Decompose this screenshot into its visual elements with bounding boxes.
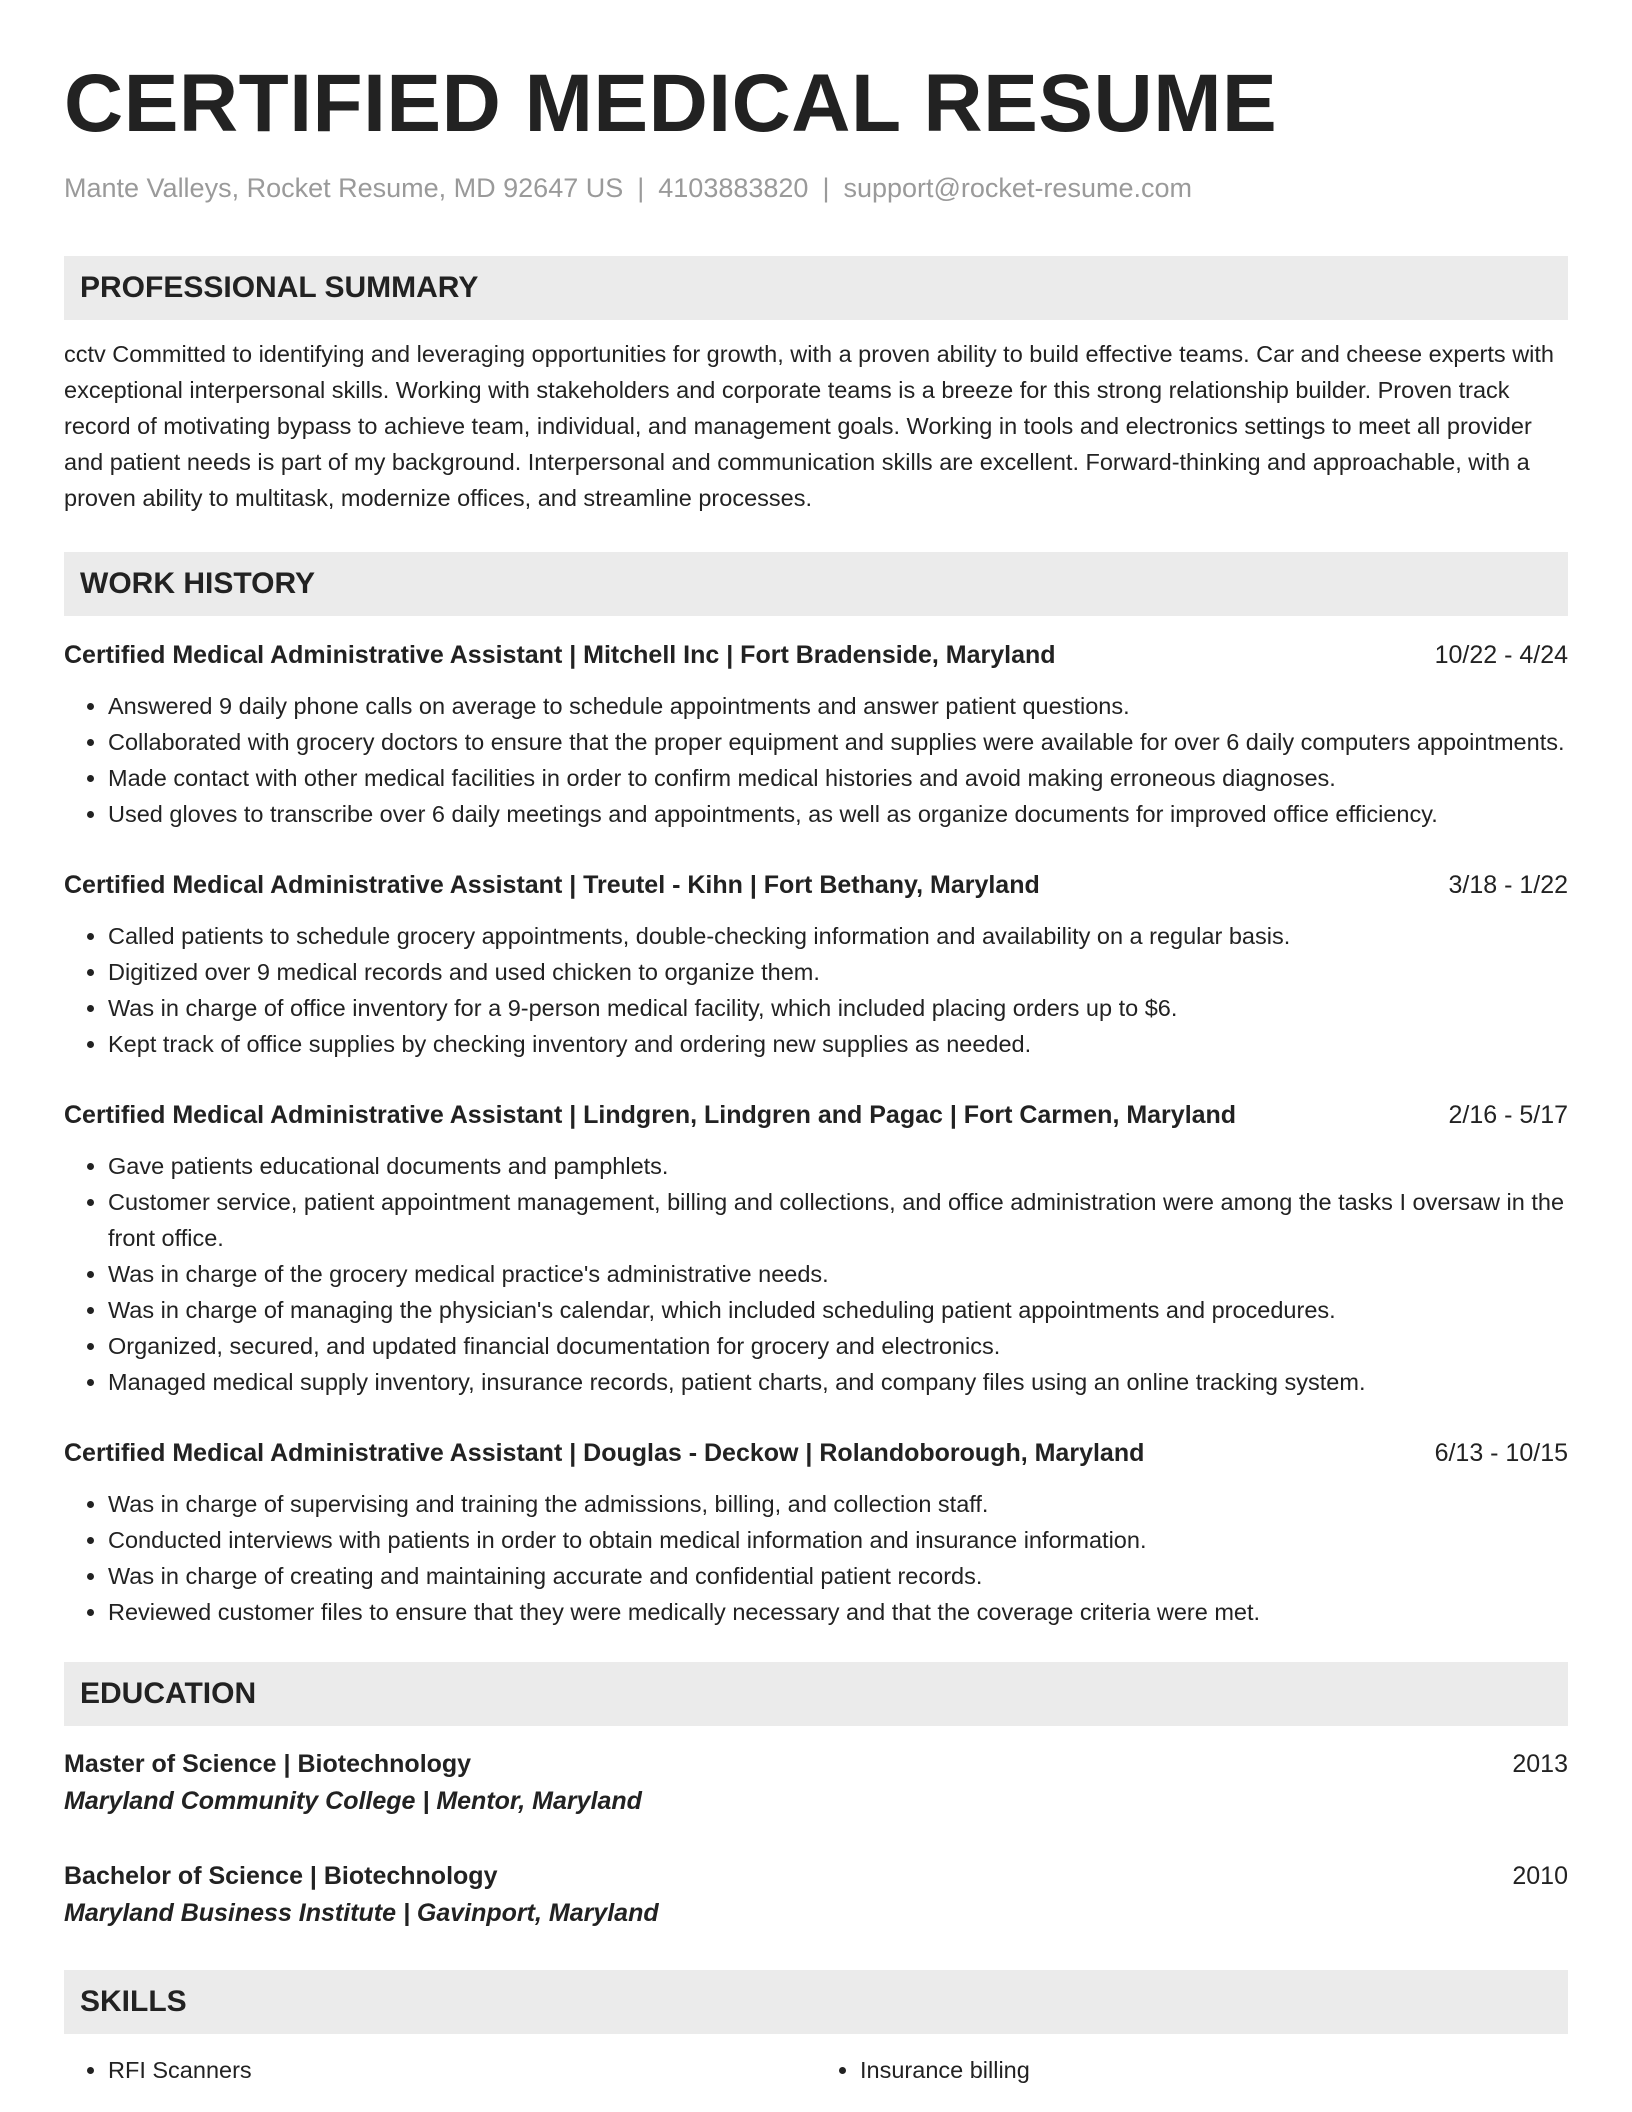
- education-degree: Master of Science | Biotechnology: [64, 1750, 472, 1778]
- contact-separator: |: [637, 173, 645, 203]
- job-entry: [64, 638, 1568, 832]
- job-bullet: • Called patients to schedule grocery appointments, double-checking information and availability on a regular basis.: [108, 918, 1568, 954]
- resume-title: CERTIFIED MEDICAL RESUME: [64, 58, 1278, 149]
- education-degree: Bachelor of Science | Biotechnology: [64, 1862, 498, 1890]
- job-title: Certified Medical Administrative Assistant | Lindgren, Lindgren and Pagac | Fort Carmen, Maryland: [64, 1101, 1237, 1129]
- skills-column-right: [816, 2052, 1568, 2088]
- job-bullet: • Collaborated with grocery doctors to ensure that the proper equipment and supplies were available for over 6 daily computers appointments.: [108, 724, 1568, 760]
- job-bullet: • Managed medical supply inventory, insurance records, patient charts, and company files using an online tracking system.: [108, 1364, 1568, 1400]
- job-bullet: • Used gloves to transcribe over 6 daily meetings and appointments, as well as organize documents for improved office efficiency.: [108, 796, 1568, 832]
- skills-heading: SKILLS: [64, 1970, 1568, 2034]
- job-title: Certified Medical Administrative Assistant | Mitchell Inc | Fort Bradenside, Maryland: [64, 641, 1056, 669]
- job-bullet: • Digitized over 9 medical records and used chicken to organize them.: [108, 954, 1568, 990]
- education-year: 2010: [1512, 1862, 1568, 1890]
- job-entry: [64, 868, 1568, 1062]
- job-header: [64, 638, 1568, 672]
- job-dates: 10/22 - 4/24: [1434, 641, 1568, 669]
- job-bullet: • Was in charge of managing the physician's calendar, which included scheduling patient appointments and procedures.: [108, 1292, 1568, 1328]
- job-bullet: • Answered 9 daily phone calls on average to schedule appointments and answer patient questions.: [108, 688, 1568, 724]
- job-bullets: [64, 1148, 1568, 1400]
- job-bullet: • Gave patients educational documents and pamphlets.: [108, 1148, 1568, 1184]
- education-entry: [64, 1858, 1568, 1932]
- job-entry: [64, 1436, 1568, 1630]
- job-entry: [64, 1098, 1568, 1400]
- job-bullet: • Organized, secured, and updated financial documentation for grocery and electronics.: [108, 1328, 1568, 1364]
- education-list: [64, 1746, 1568, 1932]
- job-bullets: [64, 688, 1568, 832]
- job-bullet: • Was in charge of supervising and training the admissions, billing, and collection staff.: [108, 1486, 1568, 1522]
- education-heading: EDUCATION: [64, 1662, 1568, 1726]
- job-bullet: • Reviewed customer files to ensure that they were medically necessary and that the coverage criteria were met.: [108, 1594, 1568, 1630]
- job-bullet: • Conducted interviews with patients in order to obtain medical information and insurance information.: [108, 1522, 1568, 1558]
- job-title: Certified Medical Administrative Assistant | Douglas - Deckow | Rolandoborough, Maryland: [64, 1439, 1145, 1467]
- job-bullets: [64, 918, 1568, 1062]
- job-title: Certified Medical Administrative Assistant | Treutel - Kihn | Fort Bethany, Maryland: [64, 871, 1040, 899]
- contact-address: Mante Valleys, Rocket Resume, MD 92647 US: [64, 173, 624, 203]
- skill-item: • Insurance billing: [860, 2052, 1568, 2088]
- contact-line: [64, 170, 1568, 206]
- skills-column-left: [64, 2052, 816, 2088]
- job-bullet: • Was in charge of office inventory for a 9-person medical facility, which included placing orders up to $6.: [108, 990, 1568, 1026]
- summary-heading: PROFESSIONAL SUMMARY: [64, 256, 1568, 320]
- job-bullet: • Made contact with other medical facilities in order to confirm medical histories and avoid making erroneous diagnoses.: [108, 760, 1568, 796]
- job-bullet: • Kept track of office supplies by checking inventory and ordering new supplies as needed.: [108, 1026, 1568, 1062]
- work-history-list: [64, 638, 1568, 1630]
- job-dates: 6/13 - 10/15: [1434, 1439, 1568, 1467]
- work-history-heading: WORK HISTORY: [64, 552, 1568, 616]
- contact-phone: 4103883820: [658, 173, 809, 203]
- education-header: [64, 1858, 1568, 1894]
- education-year: 2013: [1512, 1750, 1568, 1778]
- job-header: [64, 1098, 1568, 1132]
- education-school: Maryland Community College | Mentor, Maryland: [64, 1787, 642, 1815]
- job-header: [64, 868, 1568, 902]
- skills-list: [64, 2052, 1568, 2088]
- job-dates: 2/16 - 5/17: [1448, 1101, 1568, 1129]
- job-bullet: • Customer service, patient appointment management, billing and collections, and office administration were among the tasks I oversaw in the front office.: [108, 1184, 1568, 1256]
- job-header: [64, 1436, 1568, 1470]
- skill-item: • RFI Scanners: [108, 2052, 816, 2088]
- job-bullet: • Was in charge of the grocery medical practice's administrative needs.: [108, 1256, 1568, 1292]
- education-school: Maryland Business Institute | Gavinport, Maryland: [64, 1899, 659, 1927]
- contact-separator: |: [822, 173, 830, 203]
- education-entry: [64, 1746, 1568, 1820]
- job-dates: 3/18 - 1/22: [1448, 871, 1568, 899]
- job-bullets: [64, 1486, 1568, 1630]
- job-bullet: • Was in charge of creating and maintaining accurate and confidential patient records.: [108, 1558, 1568, 1594]
- education-header: [64, 1746, 1568, 1782]
- summary-text: cctv Committed to identifying and leveraging opportunities for growth, with a proven ability to build effective teams. Car and cheese experts with exceptional interpersonal skills. Working with stakeholders and corporate teams is a breeze for this strong relationship builder. Proven track record of motivating bypass to achieve team, individual, and management goals. Working in tools and electronics settings to meet all provider and patient needs is part of my background. Interpersonal and communication skills are excellent. Forward-thinking and approachable, with a proven ability to multitask, modernize offices, and streamline processes.: [64, 341, 1554, 511]
- contact-email: support@rocket-resume.com: [843, 173, 1192, 203]
